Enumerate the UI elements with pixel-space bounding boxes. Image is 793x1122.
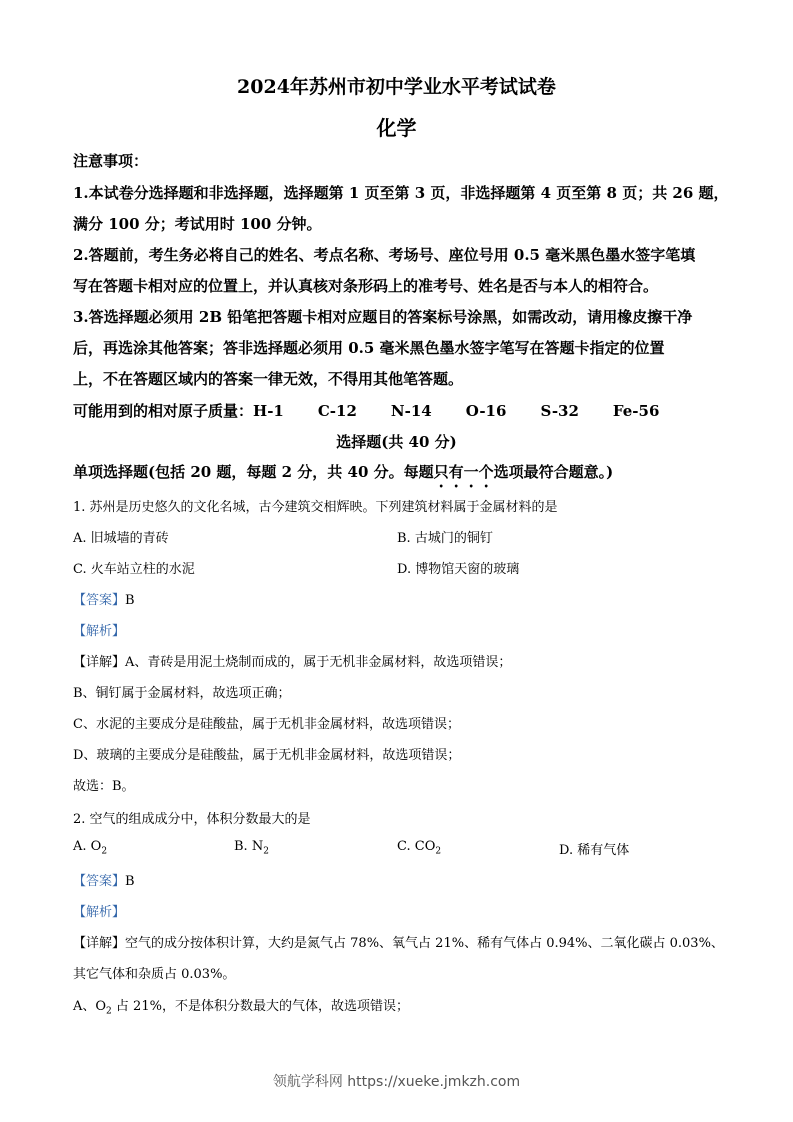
question-2-detail-line-2: 其它气体和杂质占 0.03%。 bbox=[73, 967, 236, 982]
detail-a-prefix: A、O bbox=[73, 999, 107, 1014]
notice-item-1-line-2: 满分 100 分；考试用时 100 分钟。 bbox=[73, 215, 322, 233]
notice-heading: 注意事项： bbox=[73, 152, 149, 170]
question-1-option-b: B. 古城门的铜钉 bbox=[397, 531, 493, 546]
atomic-mass-item: N-14 bbox=[390, 402, 432, 420]
question-1-conclusion: 故选：B。 bbox=[73, 779, 135, 794]
page-footer-watermark: 领航学科网 https://xueke.jmkzh.com bbox=[272, 1074, 521, 1090]
detail-a-suffix: 占 21%，不是体积分数最大的气体，故选项错误； bbox=[111, 999, 409, 1014]
question-2-option-c bbox=[397, 839, 441, 857]
question-2-detail-line-1 bbox=[73, 932, 724, 951]
option-subscript: 2 bbox=[101, 846, 108, 857]
notice-item-2-line-2: 写在答题卡相对应的位置上，并认真核对条形码上的准考号、姓名是否与本人的相符合。 bbox=[73, 277, 659, 295]
option-text: D. 稀有气体 bbox=[559, 843, 630, 858]
question-2-option-d bbox=[559, 839, 629, 858]
question-1-detail-line-4: D、玻璃的主要成分是硅酸盐，属于无机非金属材料，故选项错误； bbox=[73, 748, 461, 763]
atomic-mass-line bbox=[73, 400, 659, 421]
question-2-detail-line-3 bbox=[73, 995, 409, 1017]
option-subscript: 2 bbox=[435, 846, 442, 857]
atomic-mass-item: O-16 bbox=[465, 402, 507, 420]
atomic-mass-item: Fe-56 bbox=[612, 402, 660, 420]
question-1-option-d: D. 博物馆天窗的玻璃 bbox=[397, 562, 520, 577]
option-text: B. N bbox=[234, 839, 264, 854]
notice-item-1-line-1: 1.本试卷分选择题和非选择题，选择题第 1 页至第 3 页，非选择题第 4 页至第 8 页；共 26 题， bbox=[73, 184, 729, 202]
detail-a-subscript: 2 bbox=[106, 1006, 112, 1017]
detail-tag: 【详解】 bbox=[73, 936, 126, 951]
section-instruction-suffix: 选项最符合题意。) bbox=[493, 463, 614, 481]
question-1-detail-line-3: C、水泥的主要成分是硅酸盐，属于无机非金属材料，故选项错误； bbox=[73, 717, 460, 732]
option-subscript: 2 bbox=[263, 846, 269, 857]
section-instruction bbox=[73, 461, 613, 491]
question-2-option-b bbox=[234, 839, 269, 857]
answer-value: B bbox=[125, 593, 135, 608]
question-1-option-a: A. 旧城墙的青砖 bbox=[73, 531, 169, 546]
question-1-detail-line-2: B、铜钉属于金属材料，故选项正确； bbox=[73, 686, 291, 701]
notice-item-2-line-1: 2.答题前，考生务必将自己的姓名、考点名称、考场号、座位号用 0.5 毫米黑色墨水签字笔填 bbox=[73, 246, 696, 264]
section-instruction-emphasis: 只有一个 bbox=[433, 463, 494, 481]
notice-item-3-line-3: 上，不在答题区域内的答案一律无效，不得用其他笔答题。 bbox=[73, 370, 464, 388]
subject-title: 化学 bbox=[376, 116, 417, 140]
answer-value: B bbox=[125, 874, 135, 889]
question-2-analysis-tag: 【解析】 bbox=[73, 905, 126, 920]
atomic-mass-item: H-1 bbox=[253, 402, 284, 420]
atomic-mass-item: C-12 bbox=[317, 402, 357, 420]
detail-tag: 【详解】 bbox=[73, 655, 126, 670]
notice-item-3-line-2: 后，再选涂其他答案；答非选择题必须用 0.5 毫米黑色墨水签字笔写在答题卡指定的位置 bbox=[73, 339, 665, 357]
section-instruction-prefix: 单项选择题(包括 20 题，每题 2 分，共 40 分。每题 bbox=[73, 463, 434, 481]
atomic-mass-label: 可能用到的相对原子质量： bbox=[73, 402, 254, 420]
question-1-answer bbox=[73, 589, 135, 608]
section-title: 选择题(共 40 分) bbox=[336, 433, 457, 451]
detail-text: A、青砖是用泥土烧制而成的，属于无机非金属材料，故选项错误； bbox=[125, 655, 512, 670]
question-2-option-a bbox=[73, 839, 107, 857]
question-1-analysis-tag: 【解析】 bbox=[73, 624, 126, 639]
option-text: A. O bbox=[73, 839, 102, 854]
option-text: C. CO bbox=[397, 839, 436, 854]
question-1-option-c: C. 火车站立柱的水泥 bbox=[73, 562, 195, 577]
notice-item-3-line-1: 3.答选择题必须用 2B 铅笔把答题卡相对应题目的答案标号涂黑，如需改动，请用橡皮擦干净 bbox=[73, 308, 693, 326]
detail-text: 空气的成分按体积计算，大约是氮气占 78%、氧气占 21%、稀有气体占 0.94%、二氧化碳占 0.03%、 bbox=[125, 936, 724, 951]
question-2-stem: 2. 空气的组成成分中，体积分数最大的是 bbox=[73, 812, 311, 827]
question-1-detail-line-1 bbox=[73, 651, 511, 670]
answer-tag: 【答案】 bbox=[73, 593, 126, 608]
page-title: 2024年苏州市初中学业水平考试试卷 bbox=[237, 76, 556, 98]
answer-tag: 【答案】 bbox=[73, 874, 126, 889]
question-1-stem: 1. 苏州是历史悠久的文化名城，古今建筑交相辉映。下列建筑材料属于金属材料的是 bbox=[73, 500, 558, 515]
atomic-mass-item: S-32 bbox=[540, 402, 579, 420]
question-2-answer bbox=[73, 870, 135, 889]
